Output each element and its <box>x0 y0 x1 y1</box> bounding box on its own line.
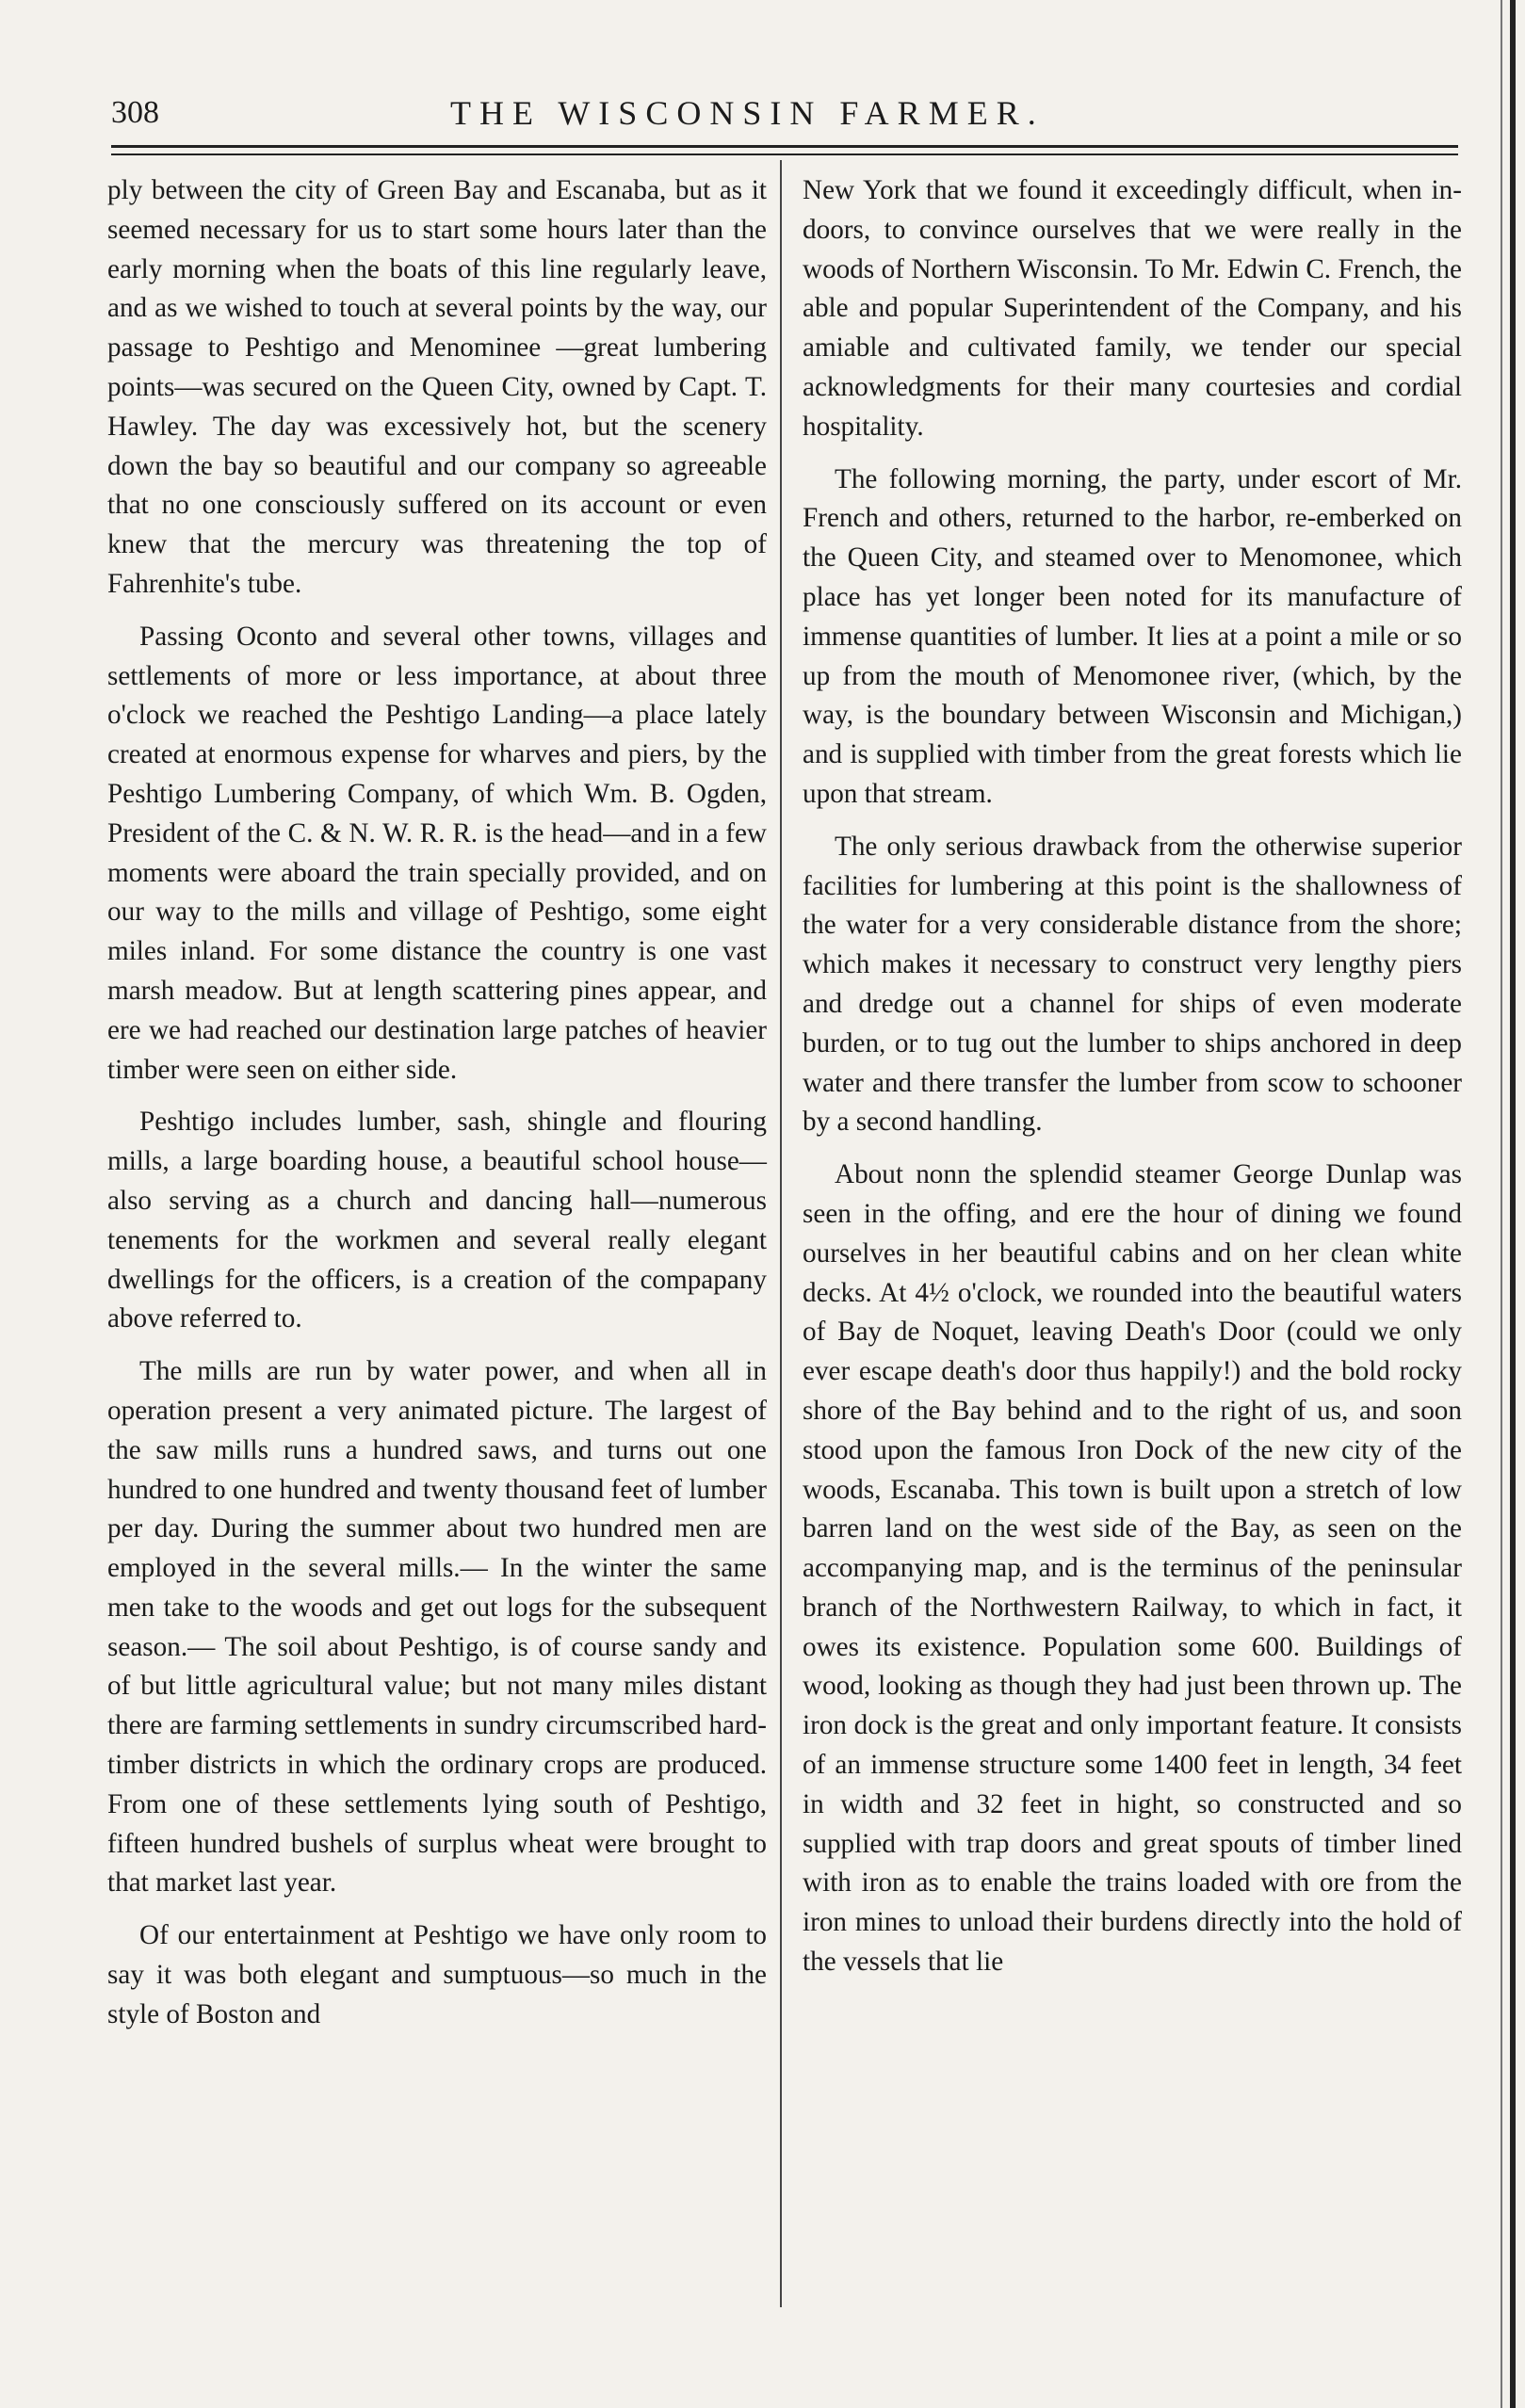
page-header <box>111 90 1458 136</box>
left-paragraph-5: Of our entertainment at Peshtigo we have only room to say it was both elegant and sumptuous—so much in the style of Boston and <box>107 1920 767 2029</box>
left-paragraph-2: Passing Oconto and several other towns, villages and settlements of more or less importance, at about three o'clock we reached the Peshtigo Landing—a place lately created at enormous expense for wharves and piers, by the Peshtigo Lumbering Company, of which Wm. B. Ogden, President of the C. & N. W. R. R. is the head—and in a few moments were aboard the train specially provided, and on our way to the mills and village of Peshtigo, some eight miles inland. For some distance the country is one vast marsh meadow. But at length scattering pines appear, and ere we had reached our destination large patches of heavier timber were seen on either side. <box>107 621 767 1085</box>
header-rule-top <box>111 145 1458 148</box>
header-rule-bottom <box>111 154 1458 155</box>
column-divider <box>780 160 782 2307</box>
page-number: 308 <box>111 95 159 130</box>
left-paragraph-4: The mills are run by water power, and when all in operation present a very animated picture. The largest of the saw mills runs a hundred saws, and turns out one hundred to one hundred and twenty thousand feet of lumber per day. During the summer about two hundred men are employed in the several mills.— In the winter the same men take to the woods and get out logs for the subsequent season.— The soil about Peshtigo, is of course sandy and of but little agricultural value; but not many miles distant there are farming settlements in sundry circumscribed hard-timber districts in which the ordinary crops are produced. From one of these settlements lying south of Peshtigo, fifteen hundred bushels of surplus wheat were brought to that market last year. <box>107 1356 767 1899</box>
right-paragraph-1: New York that we found it exceedingly difficult, when in-doors, to convince ourselves that we were really in the woods of Northern Wisconsin. To Mr. Edwin C. French, the able and popular Superintendent of the Company, and his amiable and cultivated family, we tender our special acknowledgments for their many courtesies and cordial hospitality. <box>803 175 1462 442</box>
right-column <box>803 171 1462 1996</box>
left-paragraph-1: ply between the city of Green Bay and Escanaba, but as it seemed necessary for us to start some hours later than the early morning when the boats of this line regularly leave, and as we wished to touch at several points by the way, our passage to Peshtigo and Menominee —great lumbering points—was secured on the Queen City, owned by Capt. T. Hawley. The day was excessively hot, but the scenery down the bay so beautiful and our company so agreeable that no one consciously suffered on its account or even knew that the mercury was threatening the top of Fahrenhite's tube. <box>107 175 767 599</box>
page-edge-border <box>1510 0 1516 2408</box>
right-paragraph-2: The following morning, the party, under escort of Mr. French and others, returned to the harbor, re-emberked on the Queen City, and steamed over to Menomonee, which place has yet longer been noted for its manufacture of immense quantities of lumber. It lies at a point a mile or so up from the mouth of Menomonee river, (which, by the way, is the boundary between Wisconsin and Michigan,) and is supplied with timber from the great forests which lie upon that stream. <box>803 463 1462 809</box>
right-paragraph-4: About nonn the splendid steamer George Dunlap was seen in the offing, and ere the hour of dining we found ourselves in her beautiful cabins and on her clean white decks. At 4½ o'clock, we rounded into the beautiful waters of Bay de Noquet, leaving Death's Door (could we only ever escape death's door thus happily!) and the bold rocky shore of the Bay behind and to the right of us, and soon stood upon the famous Iron Dock of the new city of the woods, Escanaba. This town is built upon a stretch of low barren land on the west side of the Bay, as seen on the accompanying map, and is the terminus of the peninsular branch of the Northwestern Railway, to which in fact, it owes its existence. Population some 600. Buildings of wood, looking as though they had just been thrown up. The iron dock is the great and only important feature. It consists of an immense structure some 1400 feet in length, 34 feet in width and 32 feet in hight, so constructed and so supplied with trap doors and great spouts of timber lined with iron as to enable the trains loaded with ore from the iron mines to unload their burdens directly into the hold of the vessels that lie <box>803 1159 1462 1978</box>
page-edge-line <box>1501 0 1502 2408</box>
running-head-title: THE WISCONSIN FARMER. <box>450 94 1045 132</box>
right-paragraph-3: The only serious drawback from the otherwise superior facilities for lumbering at this point is the shallowness of the water for a very considerable distance from the shore; which makes it necessary to construct very lengthy piers and dredge out a channel for ships of even moderate burden, or to tug out the lumber to ships anchored in deep water and there transfer the lumber from scow to schooner by a second handling. <box>803 831 1462 1138</box>
left-paragraph-3: Peshtigo includes lumber, sash, shingle and flouring mills, a large boarding house, a beautiful school house—also serving as a church and dancing hall—numerous tenements for the workmen and several really elegant dwellings for the officers, is a creation of the compapany above referred to. <box>107 1107 767 1334</box>
left-column <box>107 171 767 2048</box>
